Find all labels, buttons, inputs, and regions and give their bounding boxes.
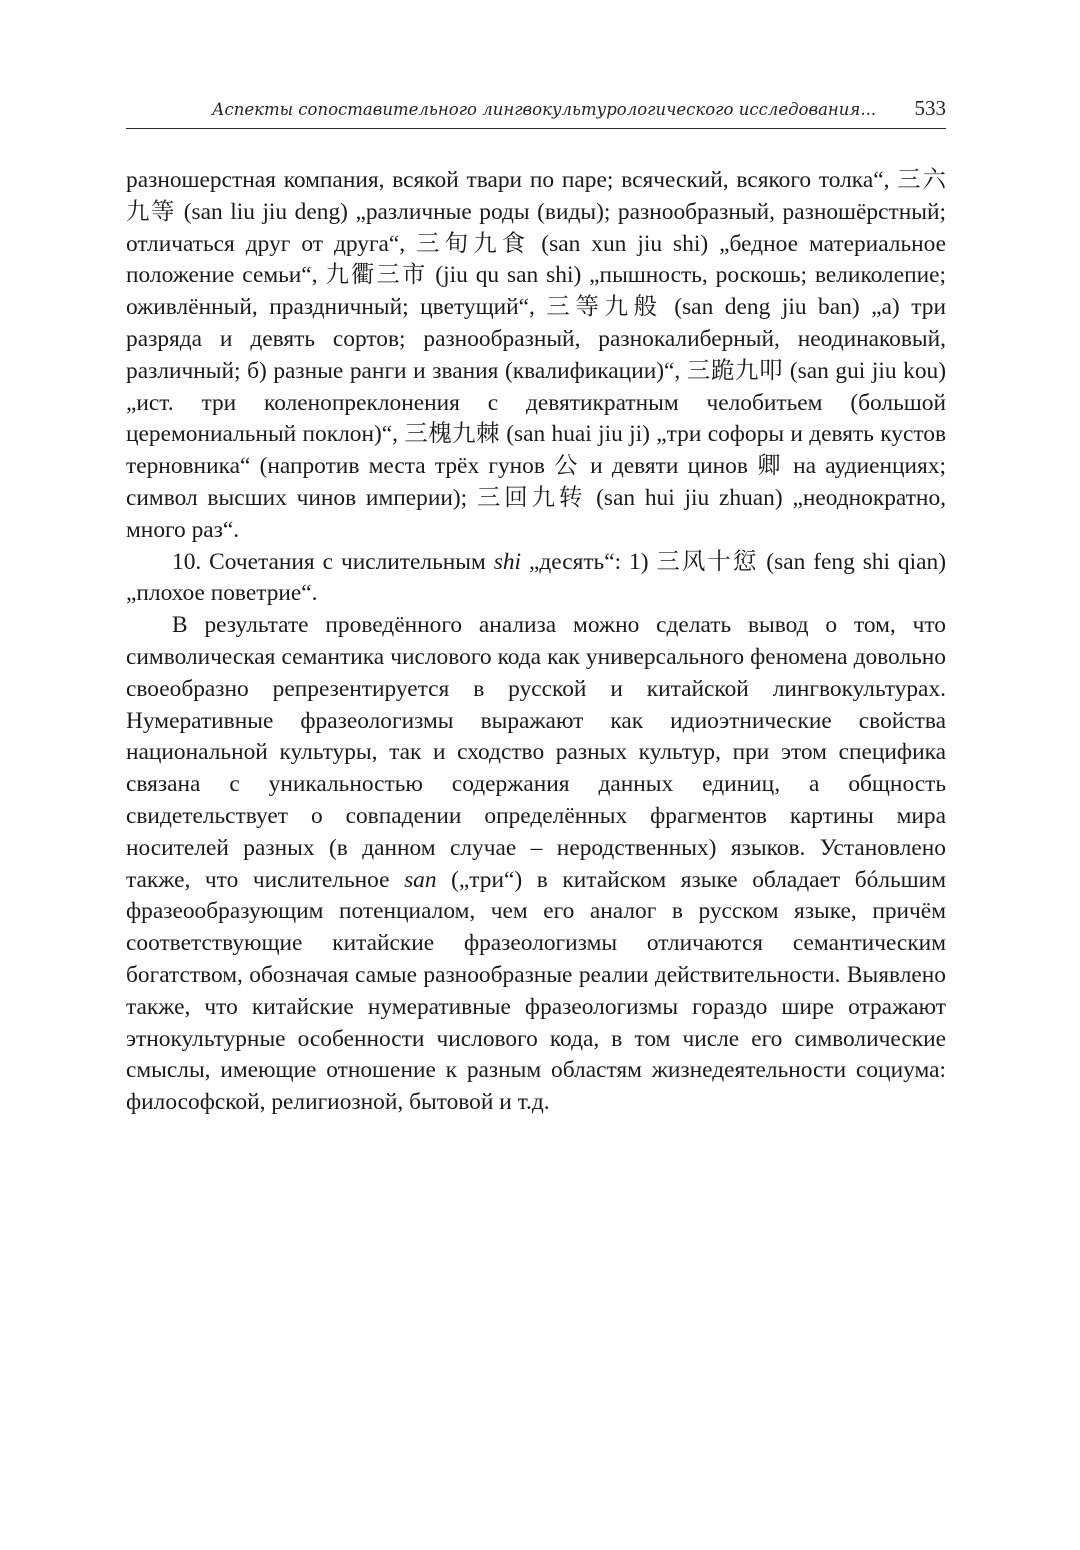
paragraph-conclusion [126, 610, 946, 1119]
paragraph-item-10-lead: 10. Сочетания с числительным [172, 548, 494, 575]
term-shi: shi [493, 548, 522, 575]
running-header-title: Аспекты сопоставительного лингвокультурологического исследования... [212, 100, 877, 119]
body-text [126, 165, 946, 1119]
page-number: 533 [914, 96, 946, 120]
term-san: san [404, 866, 437, 893]
paragraph-conclusion-lead: В результате проведённого анализа можно сделать вывод о том, что символическая семантика числового кода как универсального феномена довольно своеобразно репрезентируется в русской и китайской лингвокультурах. Нумеративные фразеологизмы выражают как идиоэтнические свойства национальной культуры, так и сходство разных культур, при этом специфика связана с уникальностью содержания данных единиц, а общность свидетельствует о совпадении определённых фрагментов картины мира носителей разных (в данном случае – неродственных) языков. Установлено также, что числительное [126, 612, 946, 893]
running-header [126, 96, 946, 129]
paragraph-item-10 [126, 547, 946, 611]
paragraph-conclusion-rest: („три“) в китайском языке обладает бóльшим фразеообразующим потенциалом, чем его аналог в русском языке, причём соответствующие китайские фразеологизмы отличаются семантическим богатством, обозначая самые разнообразные реалии действительности. Выявлено также, что китайские нумеративные фразеологизмы гораздо шире отражают этнокультурные особенности числового кода, в том числе его символические смыслы, имеющие отношение к разным областям жизнедеятельности социума: философской, религиозной, бытовой и т.д. [126, 866, 946, 1116]
paragraph-item-10-rest: „десять“: 1) 三风十愆 (san feng shi qian) „плохое поветрие“. [126, 548, 946, 607]
paragraph-continuation: разношерстная компания, всякой твари по паре; всяческий, всякого толка“, 三六九等 (san liu jiu deng) „различные роды (виды); разнообразный, разношёрстный; отличаться друг от друга“, 三旬九食 (san xun jiu shi) „бедное материальное положение семьи“, 九衢三市 (jiu qu san shi) „пышность, роскошь; великолепие; оживлённый, праздничный; цветущий“, 三等九般 (san deng jiu ban) „а) три разряда и девять сортов; разнообразный, разнокалиберный, неодинаковый, различный; б) разные ранги и звания (квалификации)“, 三跪九叩 (san gui jiu kou) „ист. три коленопреклонения с девятикратным челобитьем (большой церемониальный поклон)“, 三槐九棘 (san huai jiu ji) „три софоры и девять кустов терновника“ (напротив места трёх гунов 公 и девяти цинов 卿 на аудиенциях; символ высших чинов империи); 三回九转 (san hui jiu zhuan) „неоднократно, много раз“. [126, 167, 946, 543]
book-page [126, 96, 946, 1119]
